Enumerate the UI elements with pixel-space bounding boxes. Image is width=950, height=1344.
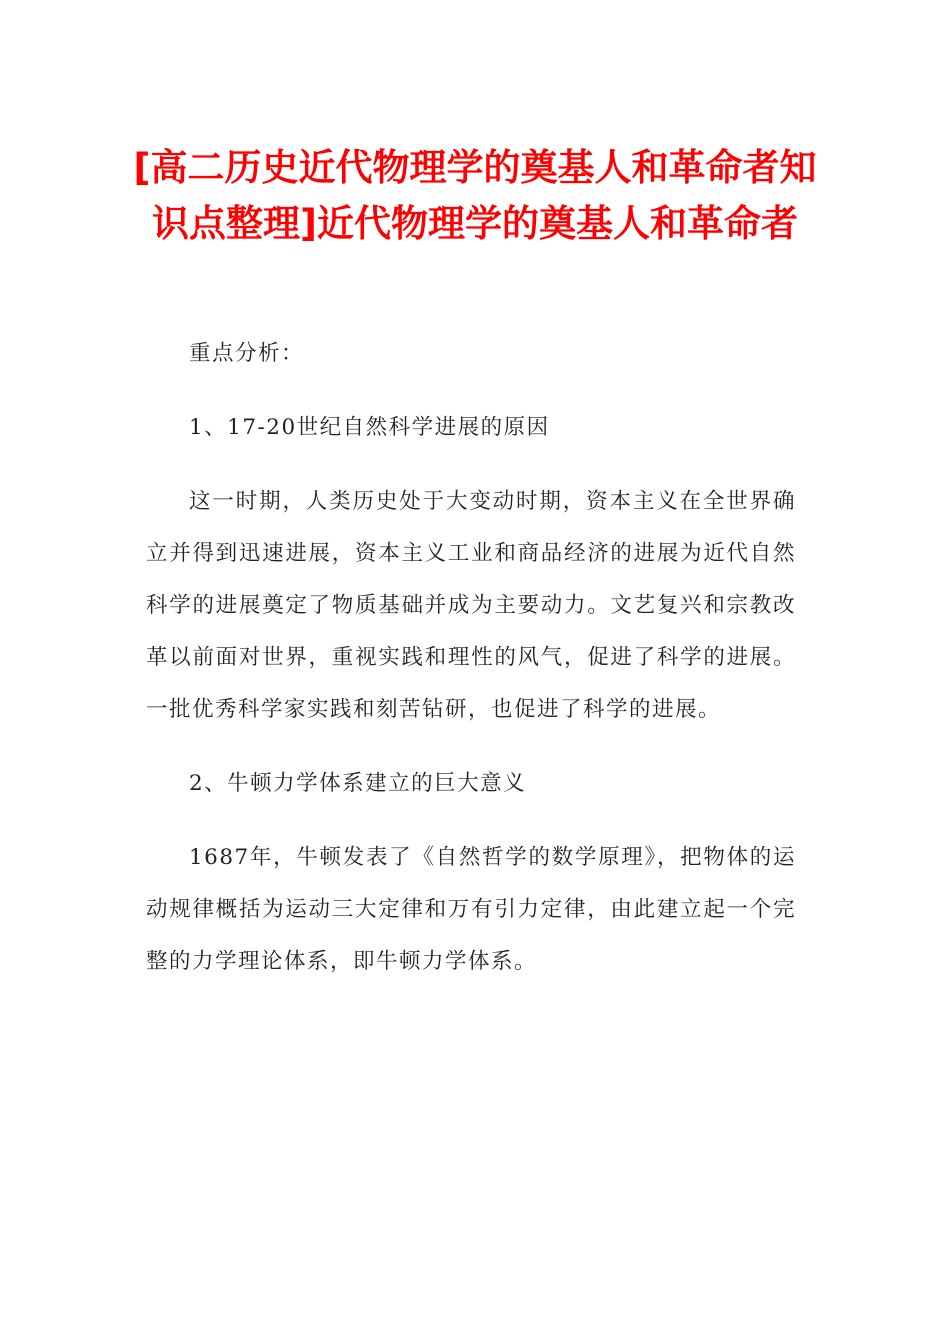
paragraph-heading-2: 2、牛顿力学体系建立的巨大意义 [189,771,527,796]
paragraph-heading-1: 1、17-20世纪自然科学进展的原因 [189,415,550,440]
document-title: [高二历史近代物理学的奠基人和革命者知识点整理]近代物理学的奠基人和革命者 [133,146,817,245]
paragraph-science-development: 这一时期，人类历史处于大变动时期，资本主义在全世界确立并得到迅速进展，资本主义工业和商品经济的进展为近代自然科学的进展奠定了物质基础并成为主要动力。文艺复兴和宗教改革以前面对世界，重视实践和理性的风气，促进了科学的进展。一批优秀科学家实践和刻苦钻研，也促进了科学的进展。 [146,489,796,722]
document-body [146,328,796,1010]
paragraph-newton-mechanics: 1687年，牛顿发表了《自然哲学的数学原理》，把物体的运动规律概括为运动三大定律和万有引力定律，由此建立起一个完整的力学理论体系，即牛顿力学体系。 [146,845,796,974]
paragraph-key-analysis: 重点分析： [189,341,305,366]
